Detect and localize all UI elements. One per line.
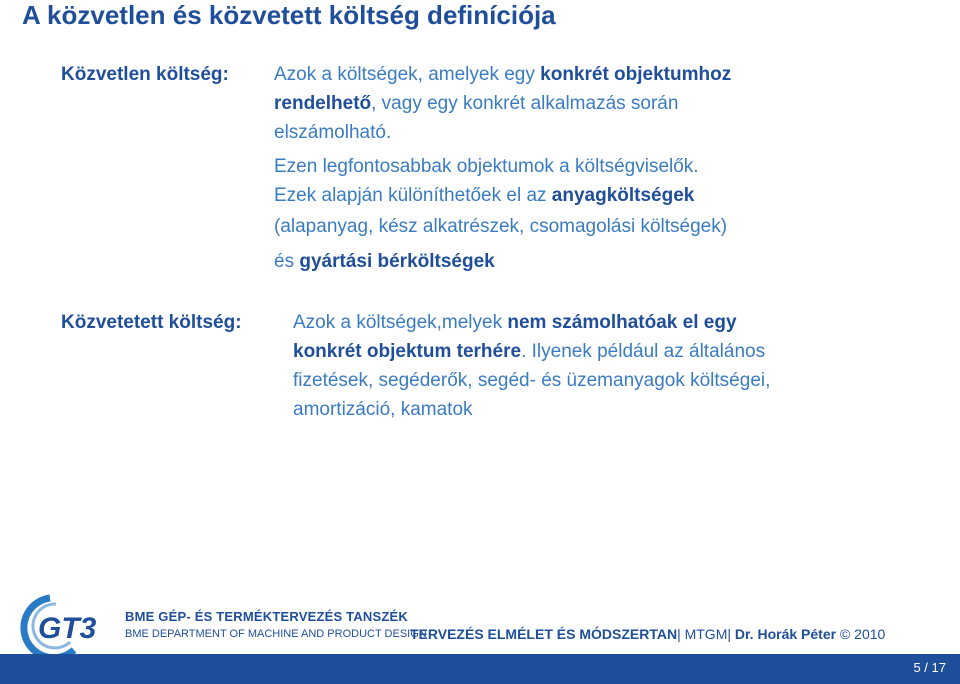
indirect-line-4: amortizáció, kamatok [293, 399, 473, 420]
direct-line-5 [274, 181, 727, 210]
direct-line-1 [274, 60, 894, 89]
footer-separator: | [677, 626, 681, 642]
page-number: 5 / 17 [913, 660, 946, 675]
indirect-cost-label: Közvetetett költség: [61, 312, 242, 333]
footer-separator: | [727, 626, 731, 642]
text-run: Azok a költségek,melyek [293, 312, 508, 333]
direct-line-6: (alapanyag, kész alkatrészek, csomagolási költségek) [274, 216, 728, 237]
text-run-bold: konkrét objektumhoz [540, 64, 732, 85]
footer-copyright: © 2010 [836, 626, 886, 642]
text-run-bold: gyártási bérköltségek [299, 251, 495, 272]
footer-author: Dr. Horák Péter [731, 626, 837, 642]
direct-line-2 [274, 89, 894, 118]
footer-course: TERVEZÉS ELMÉLET ÉS MÓDSZERTAN [410, 626, 678, 642]
text-run: , vagy egy konkrét alkalmazás során [371, 93, 679, 114]
indirect-cost-definition [293, 308, 770, 424]
bottom-bar [0, 654, 960, 684]
text-run: . Ilyenek például az általános [521, 341, 766, 362]
footer-dept: MTGM [680, 626, 728, 642]
text-run: Azok a költségek, amelyek egy [274, 64, 541, 85]
text-run: és [274, 251, 300, 272]
indirect-line-3: fizetések, segéderők, segéd- és üzemanyagok költségei, [293, 370, 771, 391]
logo-line-2: BME DEPARTMENT OF MACHINE AND PRODUCT DESIGN [125, 628, 427, 640]
text-run-bold: anyagköltségek [551, 185, 695, 206]
direct-line-3: elszámolható. [274, 122, 392, 143]
direct-cost-definition [274, 60, 894, 147]
indirect-line-1 [293, 308, 770, 337]
footer-credits [410, 626, 885, 642]
text-run-bold: konkrét objektum terhére [293, 341, 522, 362]
indirect-line-2 [293, 337, 770, 366]
direct-line-7 [274, 247, 727, 276]
text-run-bold: nem számolhatóak el egy [507, 312, 737, 333]
slide-title: A közvetlen és közvetett költség definíciója [22, 0, 556, 30]
direct-line-4: Ezen legfontosabbak objektumok a költségviselők. [274, 156, 699, 177]
text-run-bold: rendelhető [274, 93, 372, 114]
text-run: Ezek alapján különíthetőek el az [274, 185, 552, 206]
direct-cost-details [274, 152, 727, 276]
logo-mark: GT3 [38, 612, 97, 645]
direct-cost-label: Közvetlen költség: [61, 64, 229, 85]
logo-line-1: BME GÉP- ÉS TERMÉKTERVEZÉS TANSZÉK [125, 609, 408, 624]
gt3-logo-icon [12, 590, 372, 660]
